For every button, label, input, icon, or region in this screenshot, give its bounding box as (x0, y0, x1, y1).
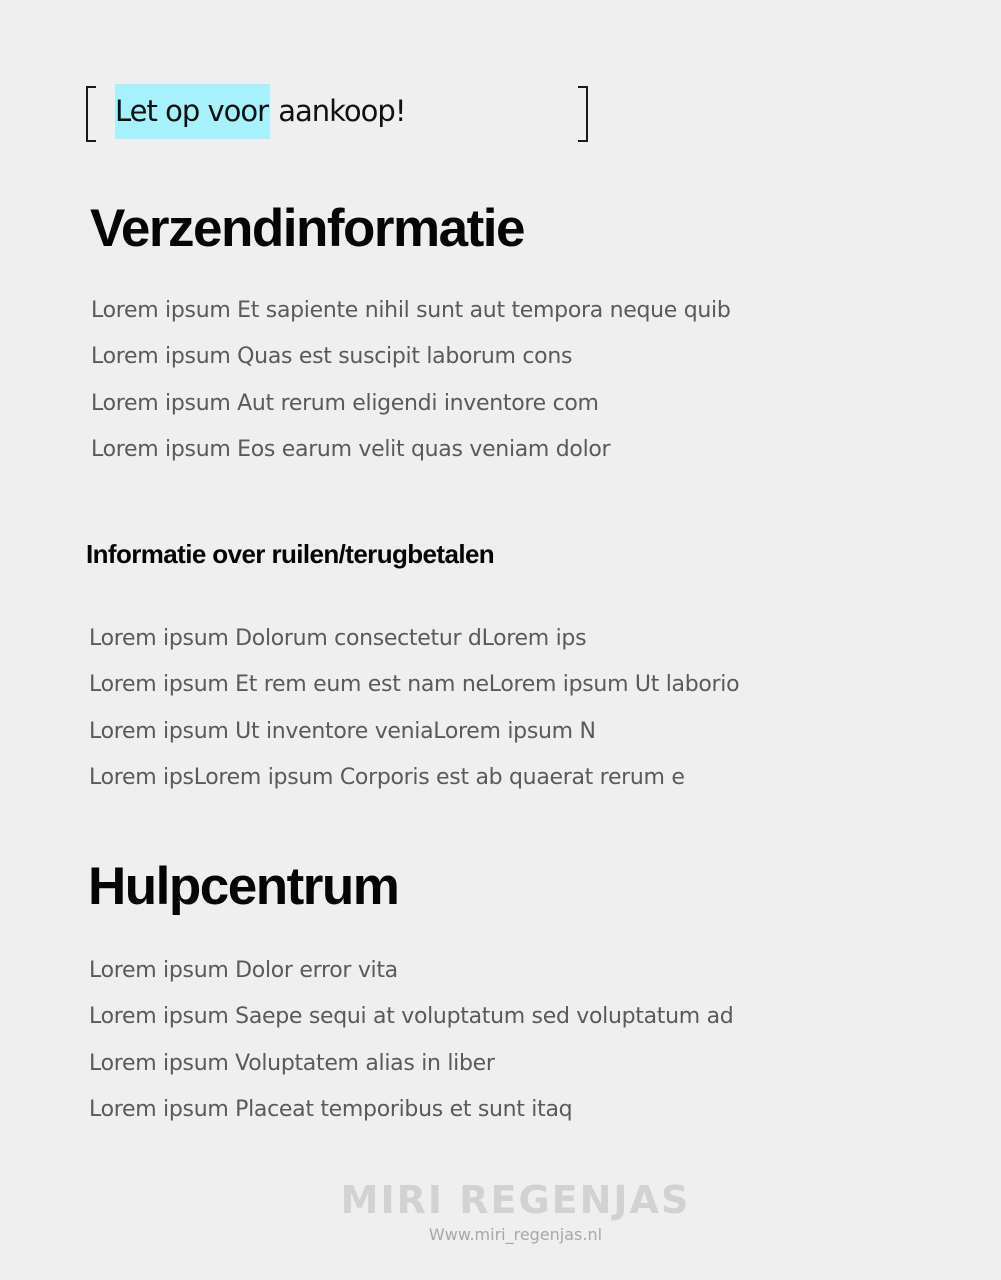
list-item: Lorem ipsum Placeat temporibus et sunt itaq (89, 1097, 573, 1123)
list-item: Lorem ipsum Et rem eum est nam neLorem ipsum Ut laborio (89, 672, 740, 698)
list-item: Lorem ipsum Aut rerum eligendi inventore com (91, 390, 599, 416)
exchange-refund-heading: Informatie over ruilen/terugbetalen (86, 539, 495, 569)
notice-highlight: Let op voor (115, 84, 270, 139)
website-url: Www.miri_regenjas.nl (428, 1225, 603, 1244)
list-item: Lorem ipsum Voluptatem alias in liber (89, 1050, 495, 1076)
list-item: Lorem ipsum Dolorum consectetur dLorem ips (89, 626, 587, 651)
notice-banner (86, 86, 588, 144)
list-item: Lorem ipsLorem ipsum Corporis est ab quaerat rerum e (89, 765, 685, 791)
notice-text (115, 84, 405, 139)
list-item: Lorem ipsum Et sapiente nihil sunt aut tempora neque quib (91, 298, 731, 323)
brand-logo-text: MIRI REGENJAS (340, 1178, 691, 1222)
notice-rest: aankoop! (270, 94, 406, 128)
shipping-info-heading: Verzendinformatie (90, 199, 524, 258)
list-item: Lorem ipsum Ut inventore veniaLorem ipsum N (89, 718, 596, 744)
shipping-info-list (91, 288, 731, 474)
right-bracket (578, 86, 588, 142)
left-bracket (86, 86, 96, 142)
list-item: Lorem ipsum Quas est suscipit laborum cons (91, 344, 573, 370)
list-item: Lorem ipsum Saepe sequi at voluptatum sed voluptatum ad (89, 1004, 734, 1030)
help-center-heading: Hulpcentrum (88, 857, 399, 916)
footer (0, 1176, 1001, 1246)
help-center-list (89, 948, 733, 1134)
list-item: Lorem ipsum Dolor error vita (89, 958, 398, 983)
exchange-refund-list (89, 616, 739, 802)
list-item: Lorem ipsum Eos earum velit quas veniam dolor (91, 437, 611, 463)
